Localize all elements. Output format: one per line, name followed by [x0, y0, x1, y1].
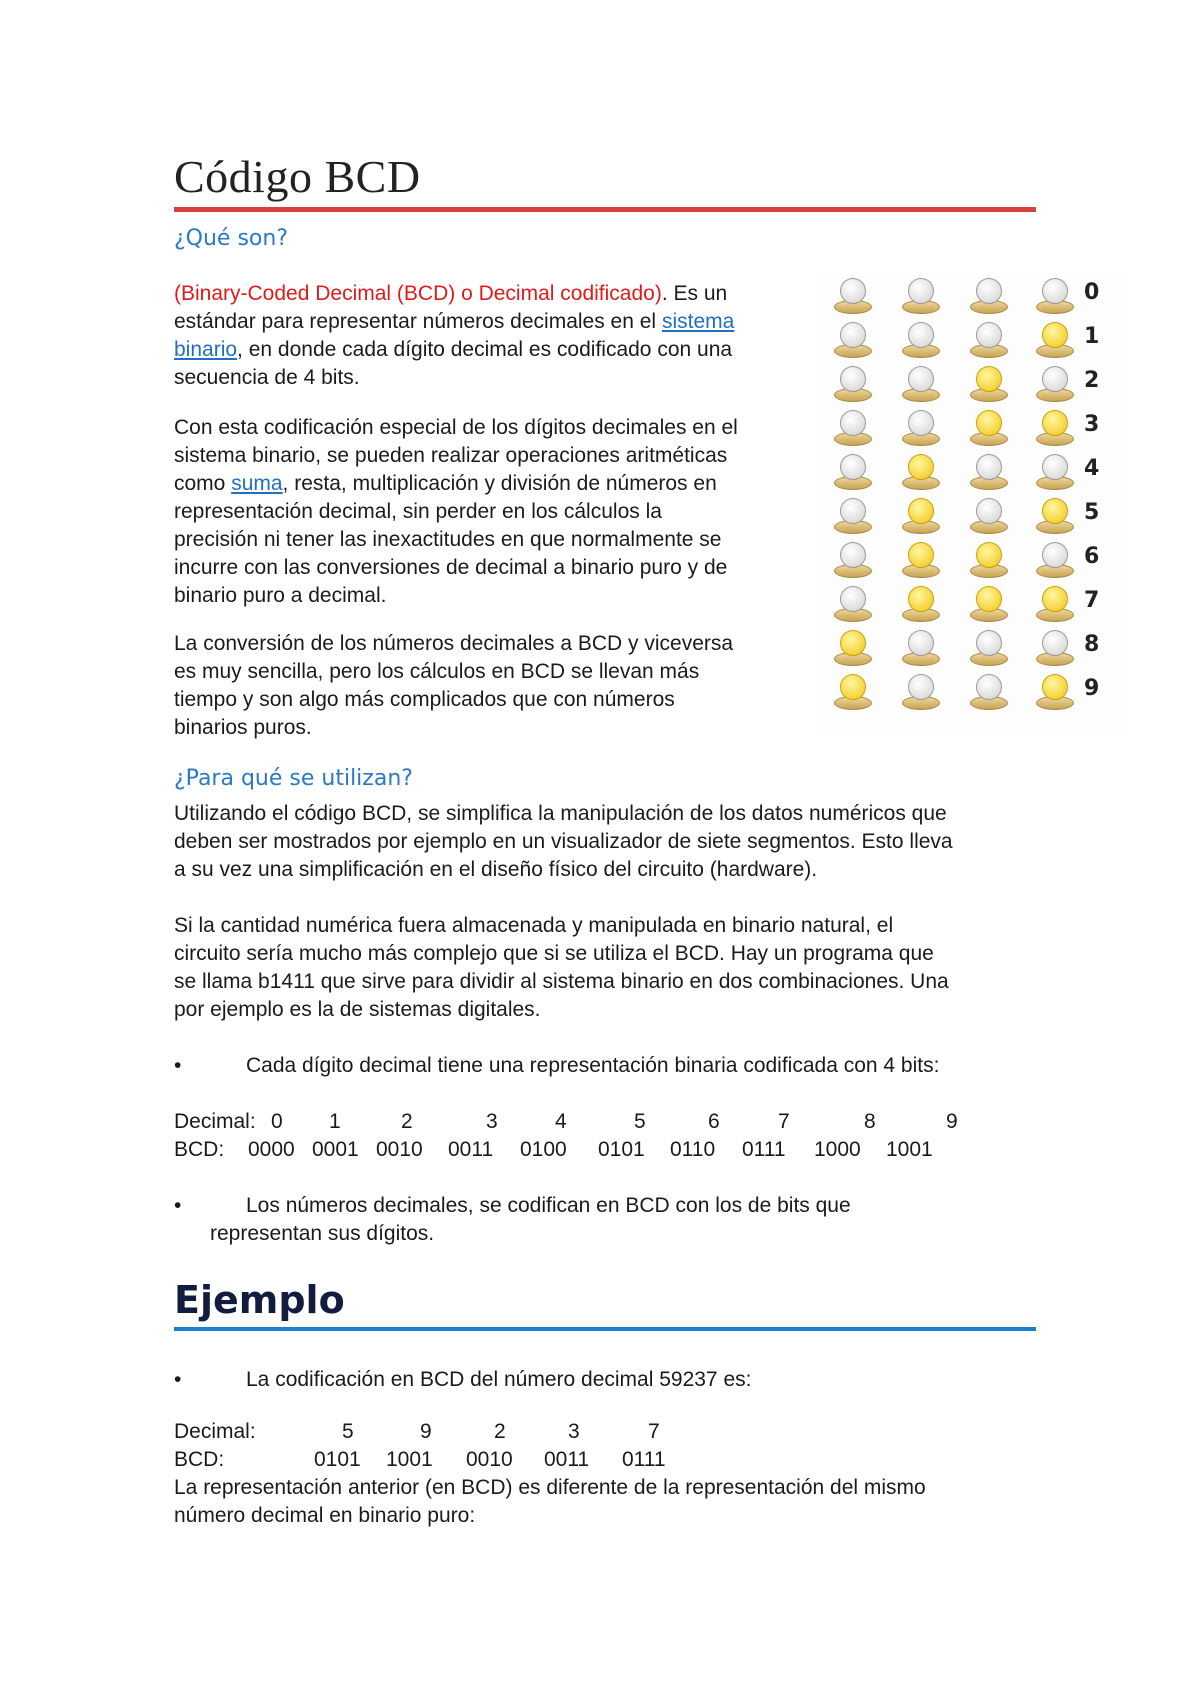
- bulb-on-icon: [966, 542, 1010, 582]
- bulb-on-icon: [1032, 674, 1076, 714]
- table-cell: 0101: [314, 1448, 361, 1471]
- link-sistema-binario[interactable]: sistema: [661, 310, 735, 333]
- paragraph-definition: [174, 280, 814, 392]
- line: [174, 308, 814, 336]
- paragraph-conversion: [174, 630, 814, 742]
- bulb-on-icon: [966, 586, 1010, 626]
- bulb-off-icon: [1032, 366, 1076, 406]
- table-cell: 3: [568, 1420, 580, 1443]
- table-cell: 0: [271, 1110, 283, 1133]
- bulb-on-icon: [966, 366, 1010, 406]
- row-label: BCD:: [174, 1138, 225, 1161]
- bulb-digit-label: 9: [1084, 676, 1100, 701]
- bulb-row: [822, 320, 1122, 362]
- table-cell: 0111: [742, 1138, 786, 1161]
- table-cell: 5: [634, 1110, 646, 1133]
- bulb-off-icon: [830, 278, 874, 318]
- bullet-icon: •: [174, 1194, 182, 1217]
- text: como: [174, 472, 232, 495]
- bulb-off-icon: [898, 630, 942, 670]
- table-cell: 9: [420, 1420, 432, 1443]
- table-cell: 0101: [598, 1138, 645, 1161]
- line: Si la cantidad numérica fuera almacenada y manipulada en binario natural, el: [174, 914, 894, 937]
- table2-bcd-row: [174, 1446, 1074, 1474]
- row-label: Decimal:: [174, 1110, 256, 1133]
- line: Utilizando el código BCD, se simplifica la manipulación de los datos numéricos que: [174, 802, 947, 825]
- bulb-digit-label: 7: [1084, 588, 1100, 613]
- bulb-off-icon: [898, 278, 942, 318]
- page-title: Código BCD: [174, 151, 421, 202]
- bulb-on-icon: [898, 586, 942, 626]
- line: [174, 470, 814, 498]
- line: Con esta codificación especial de los dígitos decimales en el: [174, 416, 738, 439]
- line: es muy sencilla, pero los cálculos en BCD se llevan más: [174, 660, 700, 683]
- text: estándar para representar números decimales en el: [174, 310, 662, 333]
- bulb-on-icon: [830, 630, 874, 670]
- title-underline: [174, 207, 1036, 212]
- heading-ejemplo: Ejemplo: [174, 1278, 345, 1322]
- line: La representación anterior (en BCD) es diferente de la representación del mismo: [174, 1476, 926, 1499]
- bulb-off-icon: [966, 674, 1010, 714]
- bulb-digit-label: 3: [1084, 412, 1100, 437]
- bulb-off-icon: [830, 586, 874, 626]
- bulb-off-icon: [898, 322, 942, 362]
- table-cell: 0010: [376, 1138, 423, 1161]
- table-cell: 0000: [248, 1138, 295, 1161]
- heading-para-que: ¿Para qué se utilizan?: [174, 766, 413, 791]
- row-label: Decimal:: [174, 1420, 256, 1443]
- bulb-off-icon: [830, 322, 874, 362]
- bulb-off-icon: [966, 278, 1010, 318]
- bullet-item: [174, 1052, 1074, 1080]
- table1-decimal-row: [174, 1108, 1074, 1136]
- table-cell: 1000: [814, 1138, 861, 1161]
- text: . Es un: [661, 282, 728, 305]
- bulb-off-icon: [966, 498, 1010, 538]
- bullet-text: La codificación en BCD del número decimal 59237 es:: [246, 1368, 752, 1391]
- bullet-text: representan sus dígitos.: [210, 1222, 435, 1245]
- bulb-row: [822, 496, 1122, 538]
- line: precisión ni tener las inexactitudes en que normalmente se: [174, 528, 722, 551]
- line: por ejemplo es la de sistemas digitales.: [174, 998, 541, 1021]
- bullet-text: Cada dígito decimal tiene una representación binaria codificada con 4 bits:: [246, 1054, 940, 1077]
- bulb-off-icon: [898, 366, 942, 406]
- table-cell: 7: [778, 1110, 790, 1133]
- red-definition-text: (Binary-Coded Decimal (BCD) o Decimal codificado): [174, 282, 662, 305]
- bulb-on-icon: [1032, 410, 1076, 450]
- bulb-digit-label: 4: [1084, 456, 1100, 481]
- table-cell: 1001: [886, 1138, 933, 1161]
- bullet-icon: •: [174, 1368, 182, 1391]
- bulb-row: [822, 276, 1122, 318]
- bulb-on-icon: [898, 542, 942, 582]
- bulb-digit-label: 0: [1084, 280, 1100, 305]
- paragraph-complexity: [174, 912, 1074, 1024]
- bulb-off-icon: [966, 630, 1010, 670]
- bulb-off-icon: [966, 454, 1010, 494]
- table-cell: 2: [401, 1110, 413, 1133]
- table-cell: 0110: [670, 1138, 716, 1161]
- bulb-off-icon: [898, 674, 942, 714]
- paragraph-operations: [174, 414, 814, 610]
- table-cell: 9: [946, 1110, 958, 1133]
- bullet-icon: •: [174, 1054, 182, 1077]
- line: circuito sería mucho más complejo que si se utiliza el BCD. Hay un programa que: [174, 942, 934, 965]
- bulb-row: [822, 540, 1122, 582]
- bulb-off-icon: [1032, 278, 1076, 318]
- bulb-off-icon: [830, 498, 874, 538]
- bullet-item: [174, 1366, 1074, 1394]
- table1-bcd-row: [174, 1136, 1074, 1164]
- table-cell: 0010: [466, 1448, 513, 1471]
- table-cell: 0011: [448, 1138, 494, 1161]
- bulb-off-icon: [830, 366, 874, 406]
- table-cell: 0001: [312, 1138, 359, 1161]
- line: sistema binario, se pueden realizar operaciones aritméticas: [174, 444, 728, 467]
- bulb-on-icon: [830, 674, 874, 714]
- table-cell: 6: [708, 1110, 720, 1133]
- line: se llama b1411 que sirve para dividir al sistema binario en dos combinaciones. Una: [174, 970, 949, 993]
- paragraph-comparison: [174, 1474, 1074, 1530]
- table-cell: 0011: [544, 1448, 590, 1471]
- table-cell: 0100: [520, 1138, 567, 1161]
- line: [174, 280, 814, 308]
- table2-decimal-row: [174, 1418, 1074, 1446]
- bulb-on-icon: [1032, 498, 1076, 538]
- table-cell: 3: [486, 1110, 498, 1133]
- row-label: BCD:: [174, 1448, 225, 1471]
- link-suma[interactable]: suma: [231, 472, 283, 495]
- bulb-digit-label: 5: [1084, 500, 1100, 525]
- bcd-bulb-figure: [822, 276, 1122, 732]
- bulb-off-icon: [1032, 630, 1076, 670]
- bulb-off-icon: [966, 322, 1010, 362]
- bulb-on-icon: [966, 410, 1010, 450]
- bulb-off-icon: [830, 542, 874, 582]
- bulb-off-icon: [1032, 542, 1076, 582]
- bulb-digit-label: 2: [1084, 368, 1100, 393]
- link-sistema-binario-2[interactable]: binario: [174, 338, 238, 361]
- bulb-off-icon: [898, 410, 942, 450]
- table-cell: 1: [329, 1110, 341, 1133]
- bullet-text: Los números decimales, se codifican en BCD con los de bits que: [246, 1194, 851, 1217]
- bulb-digit-label: 8: [1084, 632, 1100, 657]
- table-cell: 2: [494, 1420, 506, 1443]
- table-cell: 0111: [622, 1448, 666, 1471]
- bulb-on-icon: [898, 454, 942, 494]
- line: número decimal en binario puro:: [174, 1504, 476, 1527]
- bulb-row: [822, 672, 1122, 714]
- line: a su vez una simplificación en el diseño físico del circuito (hardware).: [174, 858, 818, 881]
- bulb-row: [822, 452, 1122, 494]
- table-cell: 8: [864, 1110, 876, 1133]
- bulb-on-icon: [1032, 586, 1076, 626]
- bulb-row: [822, 628, 1122, 670]
- line: La conversión de los números decimales a BCD y viceversa: [174, 632, 734, 655]
- line: binarios puros.: [174, 716, 312, 739]
- line: binario puro a decimal.: [174, 584, 387, 607]
- table-cell: 1001: [386, 1448, 433, 1471]
- table-cell: 7: [648, 1420, 660, 1443]
- bulb-on-icon: [1032, 322, 1076, 362]
- bulb-row: [822, 584, 1122, 626]
- bulb-row: [822, 364, 1122, 406]
- bulb-off-icon: [1032, 454, 1076, 494]
- bulb-digit-label: 1: [1084, 324, 1100, 349]
- line: incurre con las conversiones de decimal a binario puro y de: [174, 556, 728, 579]
- paragraph-usage: [174, 800, 1074, 884]
- bullet-item: [174, 1192, 1074, 1248]
- heading-que-son: ¿Qué son?: [174, 226, 289, 251]
- table-cell: 4: [555, 1110, 567, 1133]
- bulb-row: [822, 408, 1122, 450]
- bulb-on-icon: [898, 498, 942, 538]
- bulb-off-icon: [830, 410, 874, 450]
- line: tiempo y son algo más complicados que con números: [174, 688, 675, 711]
- text: , en donde cada dígito decimal es codificado con una: [237, 338, 733, 361]
- text: , resta, multiplicación y división de números en: [282, 472, 717, 495]
- line: representación decimal, sin perder en los cálculos la: [174, 500, 662, 523]
- line: secuencia de 4 bits.: [174, 366, 360, 389]
- line: [174, 336, 814, 364]
- bulb-off-icon: [830, 454, 874, 494]
- ejemplo-underline: [174, 1327, 1036, 1331]
- line: deben ser mostrados por ejemplo en un visualizador de siete segmentos. Esto lleva: [174, 830, 953, 853]
- bulb-digit-label: 6: [1084, 544, 1100, 569]
- table-cell: 5: [342, 1420, 354, 1443]
